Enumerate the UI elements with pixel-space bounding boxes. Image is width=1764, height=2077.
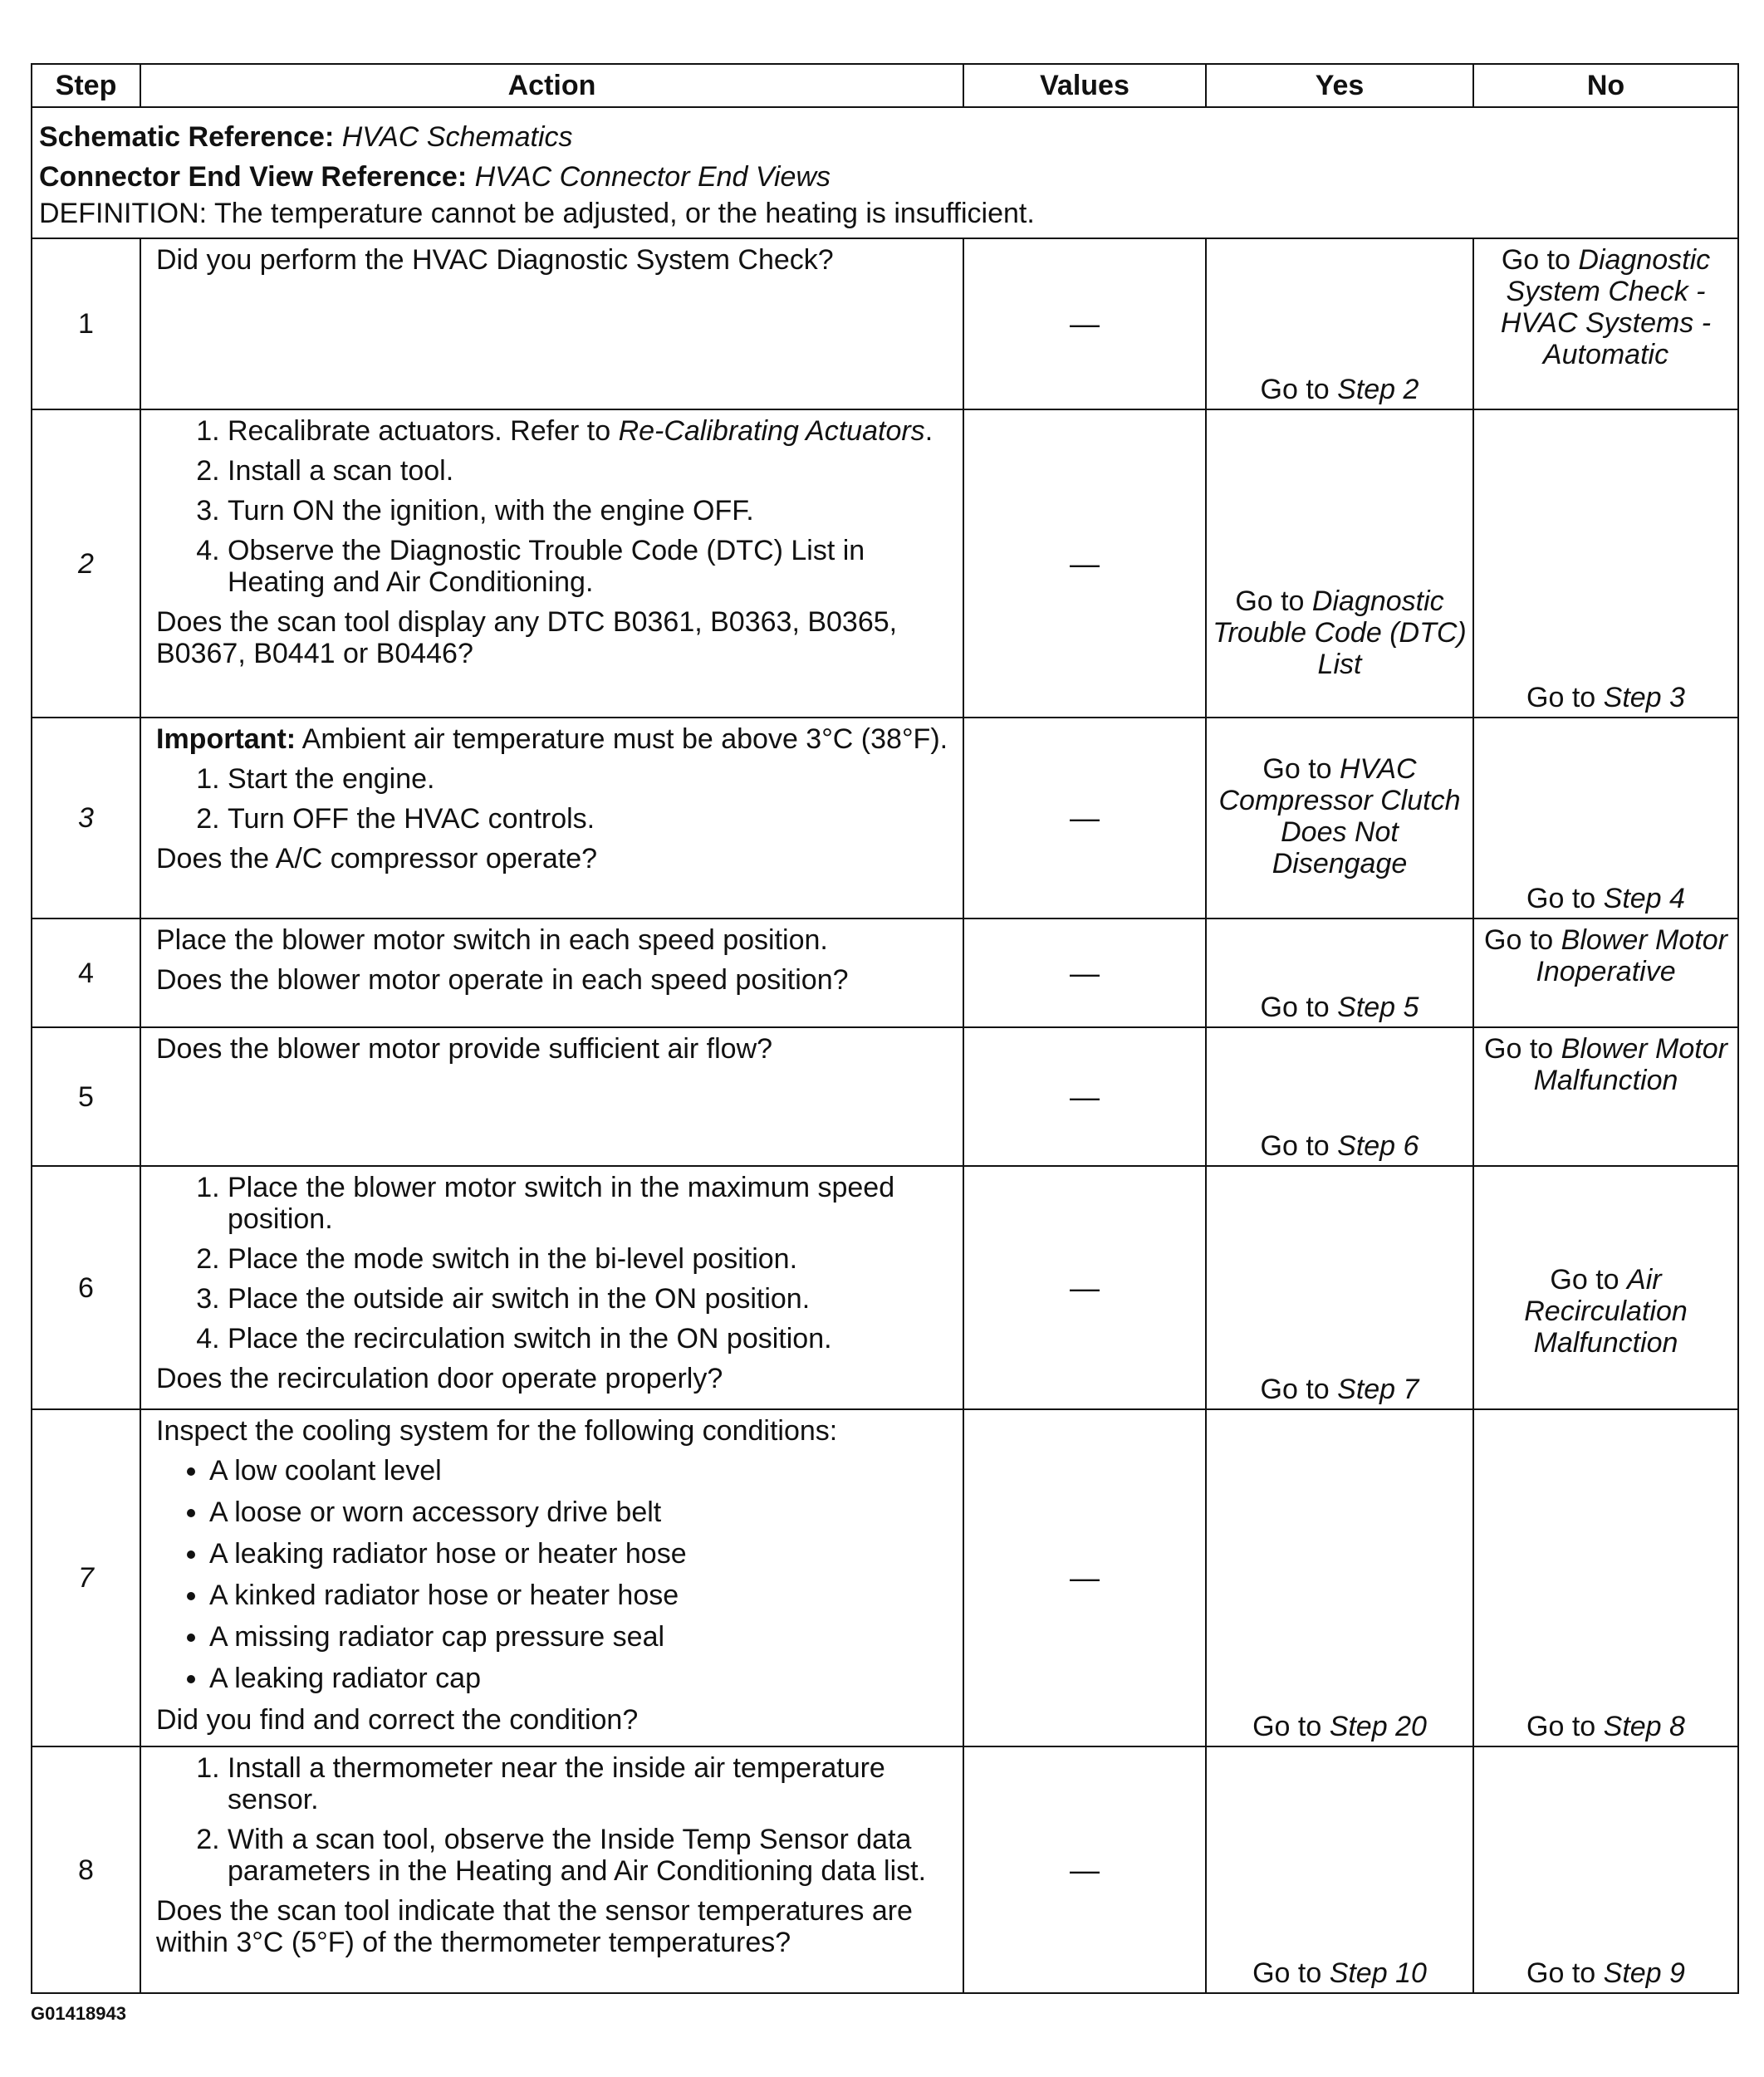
yes-prefix: Go to (1260, 992, 1338, 1023)
action-step-item: 1. Install a thermometer near the inside air temperature sensor. (228, 1752, 951, 1815)
yes-cell (1206, 238, 1473, 409)
action-step-item: 1. Place the blower motor switch in the maximum speed position. (228, 1172, 951, 1235)
step-number: 4 (32, 918, 140, 1027)
action-question: Does the A/C compressor operate? (156, 843, 598, 874)
step-row-1 (32, 238, 1738, 409)
no-prefix: Go to (1550, 1263, 1628, 1296)
yes-prefix: Go to (1235, 585, 1312, 617)
action-cell (140, 1746, 963, 1993)
step-number: 2 (32, 409, 140, 718)
condition-item: • A kinked radiator hose or heater hose (209, 1580, 951, 1611)
no-prefix: Go to (1501, 244, 1579, 276)
step-row-3 (32, 718, 1738, 918)
no-cell (1473, 918, 1738, 1027)
yes-cell (1206, 1409, 1473, 1746)
no-link[interactable]: Air Recirculation Malfunction (1524, 1263, 1688, 1359)
step-number: 1 (32, 238, 140, 409)
step-number: 5 (32, 1027, 140, 1166)
action-cell (140, 409, 963, 718)
important-note (156, 723, 951, 755)
yes-cell (1206, 1027, 1473, 1166)
action-steps-list (156, 415, 951, 598)
action-cell (140, 1409, 963, 1746)
no-prefix: Go to (1526, 682, 1604, 713)
header-row (32, 64, 1738, 107)
values-cell: — (963, 1409, 1206, 1746)
step-row-5 (32, 1027, 1738, 1166)
condition-item: • A low coolant level (209, 1455, 951, 1487)
important-text: Ambient air temperature must be above 3°C (38°F). (296, 723, 948, 755)
header-action: Action (140, 64, 963, 107)
action-step-item: 1. Start the engine. (228, 763, 951, 795)
no-link[interactable]: Blower Motor Inoperative (1536, 924, 1727, 987)
conditions-list (156, 1455, 951, 1694)
action-cell (140, 1166, 963, 1409)
action-step-item: 4. Observe the Diagnostic Trouble Code (DTC) List in Heating and Air Conditioning. (228, 535, 951, 598)
step-row-4 (32, 918, 1738, 1027)
yes-prefix: Go to (1260, 374, 1338, 405)
step-row-7 (32, 1409, 1738, 1746)
header-step: Step (32, 64, 140, 107)
yes-cell (1206, 1746, 1473, 1993)
step-number: 3 (32, 718, 140, 918)
header-no: No (1473, 64, 1738, 107)
action-instruction: Inspect the cooling system for the following conditions: (156, 1415, 838, 1447)
yes-link[interactable]: Diagnostic Trouble Code (DTC) List (1213, 585, 1467, 680)
definition-text: DEFINITION: The temperature cannot be adjusted, or the heating is insufficient. (39, 198, 1035, 229)
action-steps-list (156, 1172, 951, 1354)
step-number: 8 (32, 1746, 140, 1993)
action-cell (140, 1027, 963, 1166)
action-question: Does the recirculation door operate properly? (156, 1363, 723, 1394)
action-step-text: Recalibrate actuators. Refer to (228, 415, 619, 447)
step-number: 6 (32, 1166, 140, 1409)
condition-item: • A leaking radiator hose or heater hose (209, 1538, 951, 1570)
connector-reference-link[interactable]: HVAC Connector End Views (474, 161, 831, 193)
values-cell: — (963, 918, 1206, 1027)
step-number: 7 (32, 1409, 140, 1746)
yes-cell (1206, 409, 1473, 718)
condition-item: • A leaking radiator cap (209, 1663, 951, 1694)
reference-cell (32, 107, 1738, 238)
schematic-reference-label: Schematic Reference: (39, 121, 335, 153)
yes-prefix: Go to (1262, 753, 1340, 785)
header-values: Values (963, 64, 1206, 107)
figure-id: G01418943 (31, 2003, 126, 2024)
yes-link[interactable]: Step 6 (1337, 1130, 1419, 1162)
no-cell (1473, 718, 1738, 918)
no-cell (1473, 1746, 1738, 1993)
no-link[interactable]: Step 9 (1603, 1957, 1685, 1989)
values-cell: — (963, 409, 1206, 718)
action-question: Does the blower motor provide sufficient air flow? (156, 1033, 773, 1065)
no-link[interactable]: Step 4 (1603, 883, 1685, 914)
condition-item: • A loose or worn accessory drive belt (209, 1497, 951, 1528)
values-cell: — (963, 1166, 1206, 1409)
yes-link[interactable]: Step 7 (1337, 1374, 1419, 1405)
step-row-6 (32, 1166, 1738, 1409)
no-link[interactable]: Diagnostic System Check - HVAC Systems - Automatic (1500, 244, 1712, 370)
header-yes: Yes (1206, 64, 1473, 107)
action-step-item: 4. Place the recirculation switch in the ON position. (228, 1323, 951, 1354)
action-step-item: 1. Recalibrate actuators. Refer to Re-Calibrating Actuators. (228, 415, 951, 447)
values-cell: — (963, 1746, 1206, 1993)
yes-link[interactable]: Step 20 (1329, 1711, 1427, 1742)
no-link[interactable]: Step 8 (1603, 1711, 1685, 1742)
connector-reference (39, 157, 1731, 197)
values-cell: — (963, 1027, 1206, 1166)
no-prefix: Go to (1526, 1711, 1604, 1742)
action-question: Does the scan tool display any DTC B0361, B0363, B0365, B0367, B0441 or B0446? (156, 606, 898, 669)
action-step-item: 3. Place the outside air switch in the ON position. (228, 1283, 951, 1315)
step-row-2 (32, 409, 1738, 718)
action-step-item: 2. With a scan tool, observe the Inside Temp Sensor data parameters in the Heating and Air Conditioning data list. (228, 1824, 951, 1887)
no-prefix: Go to (1526, 1957, 1604, 1989)
action-question: Does the blower motor operate in each speed position? (156, 964, 849, 996)
diagnostic-table-sheet (31, 63, 1737, 1994)
step-row-8 (32, 1746, 1738, 1993)
schematic-reference (39, 117, 1731, 157)
no-cell (1473, 238, 1738, 409)
action-cell (140, 718, 963, 918)
action-cell (140, 238, 963, 409)
reference-row (32, 107, 1738, 238)
no-link[interactable]: Blower Motor Malfunction (1533, 1033, 1727, 1096)
action-steps-list (156, 763, 951, 835)
yes-cell (1206, 918, 1473, 1027)
no-cell (1473, 1409, 1738, 1746)
action-steps-list (156, 1752, 951, 1887)
values-cell: — (963, 718, 1206, 918)
yes-link[interactable]: HVAC Compressor Clutch Does Not Disengage (1218, 753, 1461, 879)
yes-link[interactable]: Step 10 (1329, 1957, 1427, 1989)
no-link[interactable]: Step 3 (1603, 682, 1685, 713)
diagnostic-table (31, 63, 1739, 1994)
recalibrating-actuators-link[interactable]: Re-Calibrating Actuators (618, 415, 925, 447)
yes-cell (1206, 718, 1473, 918)
action-step-item: 2. Turn OFF the HVAC controls. (228, 803, 951, 835)
yes-cell (1206, 1166, 1473, 1409)
action-question: Did you perform the HVAC Diagnostic System Check? (156, 244, 834, 276)
values-cell: — (963, 238, 1206, 409)
no-prefix: Go to (1484, 924, 1561, 956)
yes-link[interactable]: Step 5 (1337, 992, 1419, 1023)
action-step-item: 3. Turn ON the ignition, with the engine OFF. (228, 495, 951, 527)
action-question: Did you find and correct the condition? (156, 1704, 639, 1736)
connector-reference-label: Connector End View Reference: (39, 161, 468, 193)
no-prefix: Go to (1526, 883, 1604, 914)
condition-item: • A missing radiator cap pressure seal (209, 1621, 951, 1653)
yes-prefix: Go to (1260, 1130, 1338, 1162)
action-step-item: 2. Place the mode switch in the bi-level position. (228, 1243, 951, 1275)
action-cell (140, 918, 963, 1027)
no-cell (1473, 409, 1738, 718)
action-step-item: 2. Install a scan tool. (228, 455, 951, 487)
schematic-reference-link[interactable]: HVAC Schematics (341, 121, 573, 153)
important-label: Important: (156, 723, 296, 755)
yes-link[interactable]: Step 2 (1337, 374, 1419, 405)
no-cell (1473, 1027, 1738, 1166)
yes-prefix: Go to (1252, 1711, 1330, 1742)
yes-prefix: Go to (1252, 1957, 1330, 1989)
yes-prefix: Go to (1260, 1374, 1338, 1405)
action-question: Does the scan tool indicate that the sensor temperatures are within 3°C (5°F) of the thermometer temperatures? (156, 1895, 913, 1958)
action-instruction: Place the blower motor switch in each speed position. (156, 924, 828, 956)
no-prefix: Go to (1484, 1033, 1561, 1065)
no-cell (1473, 1166, 1738, 1409)
